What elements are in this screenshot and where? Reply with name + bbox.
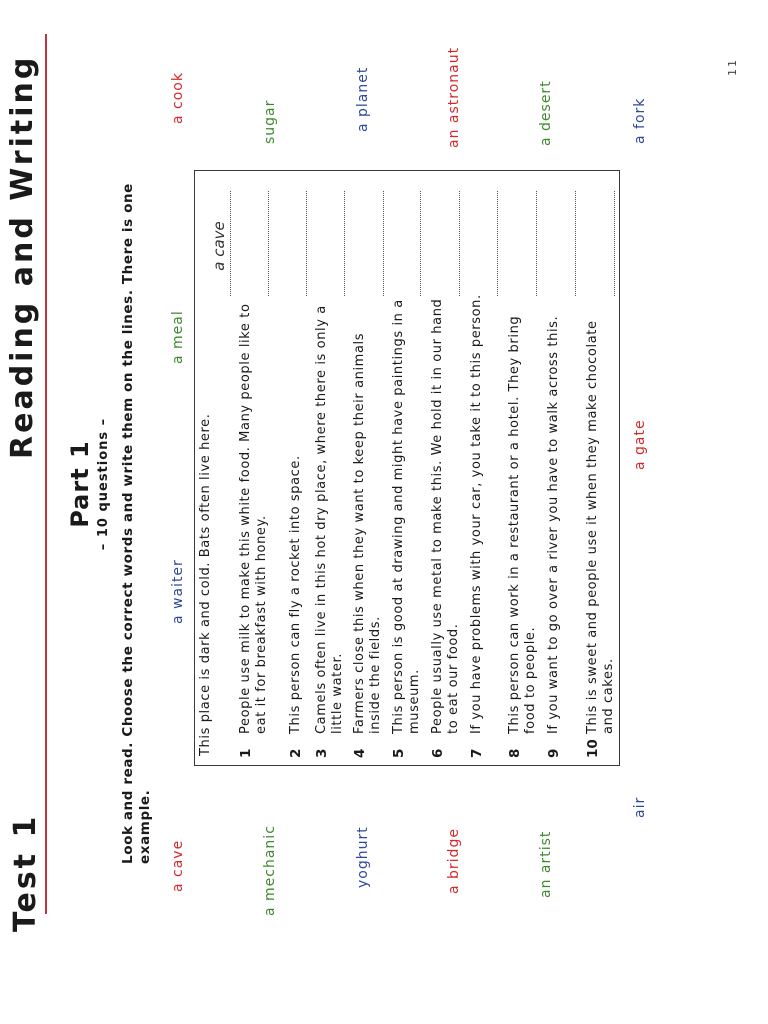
- answer-line[interactable]: [268, 191, 269, 296]
- section-title: Reading and Writing: [5, 54, 40, 459]
- word-bank-item: an artist: [538, 830, 554, 898]
- question-number: 7: [469, 748, 485, 758]
- answer-line[interactable]: [383, 191, 384, 296]
- question-text: This person can fly a rocket into space.: [288, 455, 303, 734]
- word-bank-item: a cook: [170, 72, 186, 124]
- example-text: This place is dark and cold. Bats often live here.: [198, 413, 213, 756]
- answer-line[interactable]: [420, 191, 421, 296]
- part-subtitle: – 10 questions –: [96, 417, 111, 551]
- instructions: Look and read. Choose the correct words and write them on the lines. There is one example.: [120, 183, 153, 864]
- question-number: 10: [585, 739, 601, 758]
- question-text: If you want to go over a river you have to walk across this.: [546, 315, 561, 734]
- question-number: 6: [430, 748, 446, 758]
- word-bank-item: air: [632, 796, 648, 818]
- question-text: This person can work in a restaurant or a hotel. They bring food to people.: [507, 315, 538, 734]
- word-bank-item: a desert: [538, 80, 554, 146]
- answer-line[interactable]: [459, 191, 460, 296]
- question-text: Camels often live in this hot dry place, where there is only a little water.: [314, 305, 345, 734]
- example-answer-line: [230, 191, 231, 296]
- answer-line[interactable]: [614, 191, 615, 296]
- question-number: 9: [546, 748, 562, 758]
- word-bank-item: yoghurt: [355, 826, 371, 888]
- word-bank-item: a cave: [170, 839, 186, 892]
- question-number: 3: [314, 748, 330, 758]
- answer-line[interactable]: [575, 191, 576, 296]
- example-answer: a cave: [210, 221, 228, 271]
- word-bank-item: a meal: [170, 310, 186, 364]
- question-number: 2: [288, 748, 304, 758]
- word-bank-item: a waiter: [170, 559, 186, 624]
- question-number: 1: [238, 748, 254, 758]
- question-text: People usually use metal to make this. We hold it in our hand to eat our food.: [430, 298, 461, 734]
- question-number: 4: [352, 748, 368, 758]
- word-bank-item: a bridge: [446, 828, 462, 894]
- word-bank-item: a mechanic: [262, 825, 278, 916]
- word-bank-item: an astronaut: [446, 46, 462, 148]
- answer-line[interactable]: [306, 191, 307, 296]
- question-text: People use milk to make this white food. Many people like to eat it for breakfast with honey.: [238, 303, 269, 734]
- word-bank-item: sugar: [262, 99, 278, 144]
- question-number: 8: [507, 748, 523, 758]
- header-rule: [45, 34, 47, 914]
- part-title: Part 1: [66, 440, 94, 528]
- question-text: Farmers close this when they want to keep their animals inside the fields.: [352, 332, 383, 734]
- question-number: 5: [391, 748, 407, 758]
- question-text: If you have problems with your car, you take it to this person.: [469, 294, 484, 734]
- answer-line[interactable]: [536, 191, 537, 296]
- test-title: Test 1: [8, 813, 43, 932]
- page-number: 11: [726, 58, 739, 76]
- word-bank-item: a gate: [632, 419, 648, 470]
- word-bank-item: a planet: [355, 66, 371, 132]
- answer-line[interactable]: [497, 191, 498, 296]
- word-bank-item: a fork: [632, 97, 648, 144]
- answer-line[interactable]: [344, 191, 345, 296]
- question-text: This person is good at drawing and might have paintings in a museum.: [391, 299, 422, 734]
- question-text: This is sweet and people use it when they make chocolate and cakes.: [585, 320, 616, 734]
